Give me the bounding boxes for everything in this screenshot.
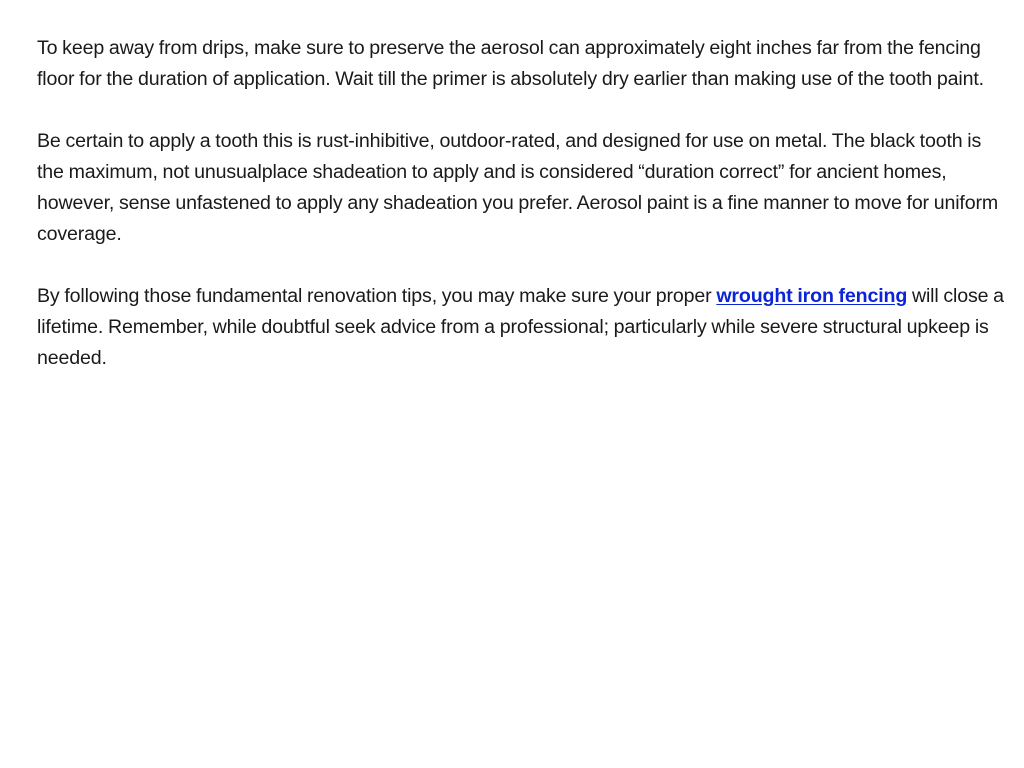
text-body <box>37 33 1007 374</box>
paragraph-3 <box>37 281 1007 374</box>
paragraph-1: To keep away from drips, make sure to preserve the aerosol can approximately eight inches far from the fencing floor for the duration of application. Wait till the primer is absolutely dry earlier than making use of the tooth paint. <box>37 37 984 90</box>
paragraph-3-tail: will close a lifetime. Remember, while doubtful seek advice from a professional; particularly while severe structural upkeep is needed. <box>37 285 1004 369</box>
paragraph-3-lead: By following those fundamental renovation tips, you may make sure your proper <box>37 285 717 307</box>
wrought-iron-fencing-link[interactable]: wrought iron fencing <box>716 285 908 307</box>
paragraph-2: Be certain to apply a tooth this is rust-inhibitive, outdoor-rated, and designed for use on metal. The black tooth is the maximum, not unusualplace shadeation to apply and is considered “duration correct” for ancient homes, however, sense unfastened to apply any shadeation you prefer. Aerosol paint is a fine manner to move for uniform coverage. <box>37 130 999 245</box>
